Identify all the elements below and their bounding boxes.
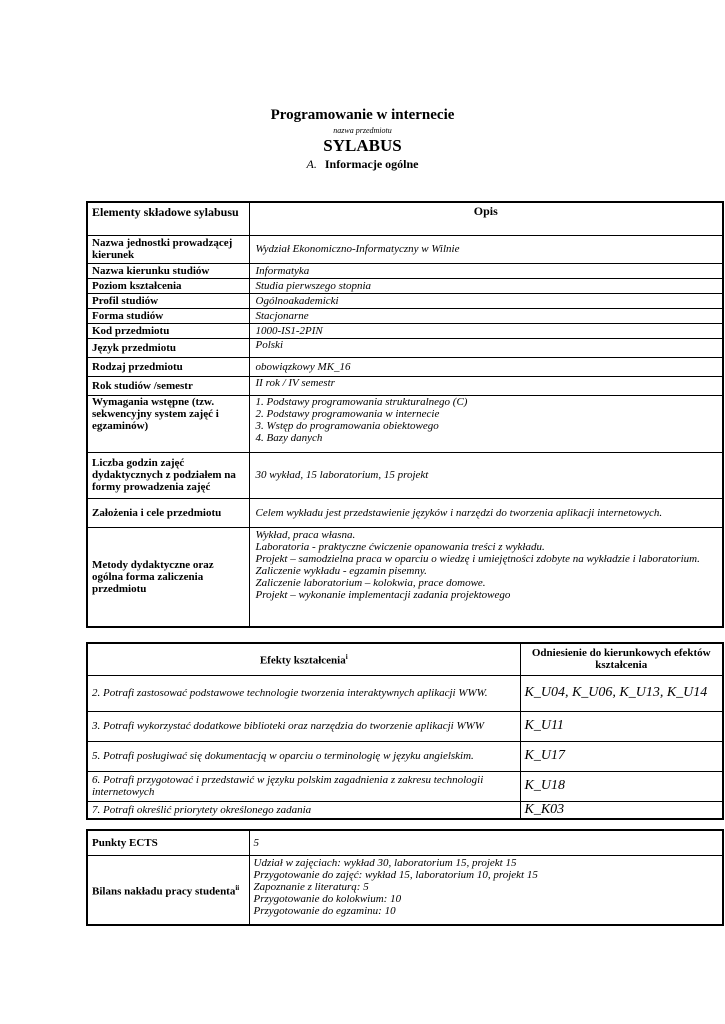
subject-caption: nazwa przedmiotu <box>333 126 392 135</box>
row-label: Rodzaj przedmiotu <box>87 357 249 376</box>
row-label: Nazwa jednostki prowadzącej kierunek <box>87 235 249 263</box>
row-value: obowiązkowy MK_16 <box>249 357 723 376</box>
effect-codes: K_U18 <box>520 771 723 801</box>
value-line: 3. Wstęp do programowania obiektowego <box>255 419 439 432</box>
table-row <box>87 855 723 925</box>
table-row <box>87 323 723 338</box>
bilans-label-cell <box>87 855 249 925</box>
effects-header-text: Efekty kształcenia <box>259 655 346 668</box>
value-line: Przygotowanie do egzaminu: 10 <box>253 904 396 917</box>
value-line: Zaliczenie laboratorium – kolokwia, prace domowe. <box>255 576 486 589</box>
value-line: Laboratoria - praktyczne ćwiczenie opanowania treści z wykładu. <box>255 540 545 553</box>
row-label: Wymagania wstępne (tzw. sekwencyjny system zajęć i egzaminów) <box>87 395 249 452</box>
table-row <box>87 801 723 819</box>
row-value: Celem wykładu jest przedstawienie języków i narzędzi do tworzenia aplikacji internetowych. <box>249 498 723 527</box>
table-row <box>87 498 723 527</box>
row-value: Informatyka <box>249 263 723 278</box>
value-line: Zapoznanie z literaturą: 5 <box>253 880 369 893</box>
table-header-row <box>87 202 723 235</box>
row-label: Metody dydaktyczne oraz ogólna forma zaliczenia przedmiotu <box>87 527 249 627</box>
table-row <box>87 263 723 278</box>
value-line: Projekt – wykonanie implementacji zadania projektowego <box>255 588 511 601</box>
table-row <box>87 741 723 771</box>
section-title: Informacje ogólne <box>324 157 419 171</box>
document-type: SYLABUS <box>323 136 402 155</box>
table-row <box>87 357 723 376</box>
footnote-ref: ii <box>235 883 240 892</box>
bilans-label: Bilans nakładu pracy studenta <box>92 885 236 898</box>
effect-codes: K_U17 <box>520 741 723 771</box>
ects-value: 5 <box>249 830 723 855</box>
row-value: Polski <box>249 338 723 357</box>
row-label: Nazwa kierunku studiów <box>87 263 249 278</box>
ects-label: Punkty ECTS <box>87 830 249 855</box>
effect-text: 3. Potrafi wykorzystać dodatkowe biblioteki oraz narzędzia do tworzenie aplikacji WWW <box>87 711 520 741</box>
row-value <box>249 527 723 627</box>
table-row <box>87 376 723 395</box>
row-value: II rok / IV semestr <box>249 376 723 395</box>
effect-codes: K_U04, K_U06, K_U13, K_U14 <box>520 675 723 711</box>
value-line: Projekt – samodzielna praca w oparciu o wiedzę i umiejętności zdobyte na wykładzie i laboratorium. <box>255 552 700 565</box>
row-label: Kod przedmiotu <box>87 323 249 338</box>
effect-text: 5. Potrafi posługiwać się dokumentacją w oparciu o terminologię w języku angielskim. <box>87 741 520 771</box>
table-row <box>87 308 723 323</box>
col-header-description: Opis <box>249 202 723 235</box>
value-line: Wykład, praca własna. <box>255 528 356 541</box>
value-line: Zaliczenie wykładu - egzamin pisemny. <box>255 564 427 577</box>
effect-codes: K_K03 <box>520 801 723 819</box>
table-row <box>87 452 723 498</box>
row-value: 1000-IS1-2PIN <box>249 323 723 338</box>
table-row <box>87 675 723 711</box>
value-line: Przygotowanie do kolokwium: 10 <box>253 892 402 905</box>
row-label: Język przedmiotu <box>87 338 249 357</box>
section-heading <box>0 157 725 172</box>
table-row <box>87 278 723 293</box>
row-label: Profil studiów <box>87 293 249 308</box>
learning-outcomes-table <box>86 642 724 820</box>
table-row <box>87 830 723 855</box>
row-label: Poziom kształcenia <box>87 278 249 293</box>
general-info-table <box>86 201 724 628</box>
row-value: Stacjonarne <box>249 308 723 323</box>
effect-codes: K_U11 <box>520 711 723 741</box>
subject-title: Programowanie w internecie <box>270 107 455 123</box>
table-row <box>87 771 723 801</box>
col-header-effects <box>87 643 520 675</box>
col-header-elements: Elementy składowe sylabusu <box>87 202 249 235</box>
effect-text: 7. Potrafi określić priorytety określonego zadania <box>87 801 520 819</box>
row-value: Studia pierwszego stopnia <box>249 278 723 293</box>
effect-text: 6. Potrafi przygotować i przedstawić w języku polskim zagadnienia z zakresu technologii internetowych <box>87 771 520 801</box>
row-value <box>249 395 723 452</box>
row-label: Forma studiów <box>87 308 249 323</box>
table-row <box>87 293 723 308</box>
row-value: Ogólnoakademicki <box>249 293 723 308</box>
ects-table <box>86 829 724 926</box>
value-line: Udział w zajęciach: wykład 30, laboratorium 15, projekt 15 <box>253 856 517 869</box>
row-label: Liczba godzin zajęć dydaktycznych z podziałem na formy prowadzenia zajęć <box>87 452 249 498</box>
bilans-value <box>249 855 723 925</box>
section-letter: A. <box>306 157 317 171</box>
row-value: Wydział Ekonomiczno-Informatyczny w Wilnie <box>249 235 723 263</box>
row-label: Założenia i cele przedmiotu <box>87 498 249 527</box>
table-row <box>87 527 723 627</box>
col-header-reference: Odniesienie do kierunkowych efektów kształcenia <box>520 643 723 675</box>
table-row <box>87 711 723 741</box>
value-line: Przygotowanie do zajęć: wykład 15, laboratorium 10, projekt 15 <box>253 868 538 881</box>
row-value: 30 wykład, 15 laboratorium, 15 projekt <box>249 452 723 498</box>
value-line: 1. Podstawy programowania strukturalnego (C) <box>255 395 468 408</box>
table-row <box>87 395 723 452</box>
value-line: 4. Bazy danych <box>255 431 323 444</box>
row-label: Rok studiów /semestr <box>87 376 249 395</box>
footnote-ref: i <box>345 653 348 662</box>
effect-text: 2. Potrafi zastosować podstawowe technologie tworzenia interaktywnych aplikacji WWW. <box>87 675 520 711</box>
value-line: 2. Podstawy programowania w internecie <box>255 407 440 420</box>
table-row <box>87 235 723 263</box>
table-row <box>87 338 723 357</box>
table-header-row <box>87 643 723 675</box>
